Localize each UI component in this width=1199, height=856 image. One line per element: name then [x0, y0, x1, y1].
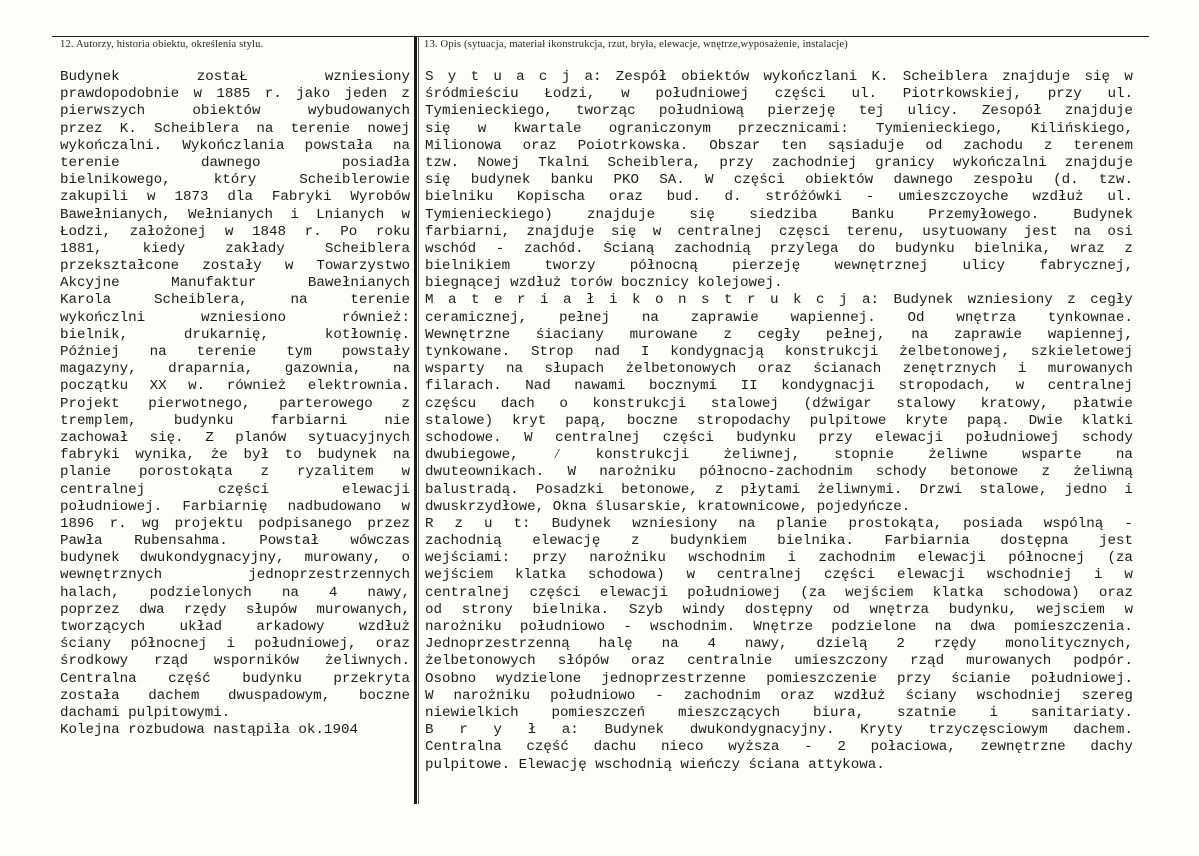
description-text-line: dwuskrzydłowe, Okna ślusarskie, kratownicowe, pojedyńcze. — [425, 498, 911, 515]
description-text-line: schodowe. W centralnej części budynku przy elewacji południowej schody — [425, 429, 1133, 446]
description-text-line: pulpitowe. Elewację wschodnią wieńczy ściana attykowa. — [425, 756, 885, 773]
history-text-line: Budynek zostaŁ wzniesiony — [60, 69, 410, 85]
history-text-line: budynek dwukondygnacyjny, murowany, o — [60, 550, 410, 567]
history-text-line: wykończlni wzniesiono również: — [60, 309, 410, 326]
history-text-line: południowej. Farbiarnię nadbudowano w — [60, 498, 410, 515]
description-text-line: wschód - zachód. Ścianą zachodnią przylega do budynku bielnika, wraz z — [425, 240, 1133, 257]
history-text-line: zakupili w 1873 dla Fabryki Wyrobów — [60, 189, 410, 206]
description-text-line: żelbetonowych słópów oraz centralnie umieszczony rząd murowanych podpór. — [425, 653, 1133, 670]
history-text-line: poprzez dwa rzędy słupów murowanych, — [60, 601, 410, 618]
history-text-line: terenie dawnego posiadła — [60, 154, 410, 171]
description-text-line: bielnikiem tworzy północną pierzeję wewnętrznej ulicy fabrycznej, — [425, 258, 1133, 275]
history-text-line: centralnej części elewacji — [60, 481, 410, 498]
description-text-line: ceramicznej, pełnej na zaprawie wapiennej. Od wnętrza tynkownae. — [425, 309, 1133, 326]
history-text-line: fabryki wynika, że był to budynek na — [60, 447, 410, 464]
history-column — [60, 69, 410, 739]
description-text-line: wejściami: przy narożniku wschodnim i zachodnim elewacji północnej (za — [425, 550, 1133, 567]
history-text-line: Łodzi, założonej w 1848 r. Po roku — [60, 223, 410, 240]
description-text-line: częścu dach o konstrukcji stalowej (dźwigar stalowy kratowy, płatwie — [425, 395, 1133, 412]
description-text-line: Tymienieckiego) znajduje się siedziba Banku Przemyłowego. Budynek — [425, 206, 1133, 223]
history-text-line: planie porostokąta z ryzalitem w — [60, 464, 410, 481]
description-text-line: S y t u a c j a: Zespół obiektów wykończlani K. Scheiblera znajduje się w — [425, 69, 1133, 85]
description-text-line: wsparty na słupach żelbetonowych oraz ścianach zenętrznych i murowanych — [425, 361, 1133, 378]
top-rule — [52, 36, 1149, 37]
history-text-line: Kolejna rozbudowa nastąpiła ok.1904 — [60, 722, 358, 739]
description-text-line: śródmieściu Łodzi, w południowej części ul. Piotrkowskiej, przy ul. — [425, 86, 1133, 103]
description-text-line: R z u t: Budynek wzniesiony na planie prostokąta, posiada wspólną - — [425, 515, 1133, 532]
history-text-line: magazyny, draparnia, gazownia, na — [60, 361, 410, 378]
history-text-line: prawdopodobnie w 1885 r. jako jeden z — [60, 86, 410, 103]
description-text-line: Jednoprzestrzenną halę na 4 nawy, dzielą 2 rzędy monolitycznych, — [425, 636, 1133, 653]
history-text-line: tremplem, budynku farbiarni nie — [60, 412, 410, 429]
history-text-line: Projekt pierwotnego, parterowego z — [60, 395, 410, 412]
history-text-line: ściany północnej i południowej, oraz — [60, 636, 410, 653]
description-text-line: farbiarni, znajduje się w centralnej częsci terenu, usytuowany jest na osi — [425, 223, 1133, 240]
description-text-line: dwuteownikach. W narożniku północno-zachodnim schody betonowe z żeliwną — [425, 464, 1133, 481]
description-text-line: tynkowane. Strop nad I kondygnacją konstrukcji żelbetonowej, szkieletowej — [425, 344, 1133, 360]
history-text-line: bielnikowego, który Scheiblerowie — [60, 172, 410, 189]
description-text-line: balustradą. Posadzki betonowe, z płytami żeliwnymi. Drzwi stalowe, jedno i — [425, 481, 1133, 498]
history-text-line: środkowy rząd wsporników żeliwnych. — [60, 653, 410, 670]
history-text-line: przekształcone zostały w Towarzystwo — [60, 258, 410, 275]
history-text-line: pierwszych obiektów wybudowanych — [60, 103, 410, 120]
description-text-line: tzw. Nowej Tkalni Scheiblera, przy zachodniej granicy wykończalni znajduje — [425, 154, 1133, 171]
history-text-line: 1896 r. wg projektu podpisanego przez — [60, 515, 410, 532]
description-text-line: W narożniku południowo - zachodnim oraz wzdłuż ściany wschodniej szereg — [425, 687, 1133, 704]
history-text-line: dachami pulpitowymi. — [60, 704, 231, 721]
description-text-line: M a t e r i a ł i k o n s t r u k c j a: Budynek wzniesiony z cegły — [425, 292, 1133, 309]
history-text-line: Bawełnianych, Wełnianych i Lnianych w — [60, 206, 410, 223]
description-text-line: Osobno wydzielone jednoprzestrzenne pomieszczenie przy ścianie południowej. — [425, 670, 1133, 687]
history-text-line: Pawła Rubensahma. Powstał wówczas — [60, 533, 410, 550]
section-13-header: 13. Opis (sytuacja, materiał ikonstrukcja, rzut, bryła, elewacje, wnętrze,wyposażenie, instalacje) — [424, 39, 848, 50]
description-text-line: Tymienieckiego, tworząc południową pierzeję tej ulicy. Zesopół znajduje — [425, 103, 1133, 120]
column-divider — [414, 36, 417, 804]
description-text-line: narożniku południowo - wschodnim. Wnętrze podzielone na dwa pomieszczenia. — [425, 619, 1133, 635]
history-text-line: zachował się. Z planów sytuacyjnych — [60, 429, 410, 446]
history-text-line: bielnik, drukarnię, kotłownię. — [60, 326, 410, 343]
description-text-line: B r y ł a: Budynek dwukondygnacyjny. Kryty trzyczęsciowym dachem. — [425, 722, 1133, 739]
history-text-line: początku XX w. również elektrownia. — [60, 378, 410, 395]
history-text-line: Centralna część budynku przekryta — [60, 670, 410, 687]
history-text-line: halach, podzielonych na 4 nawy, — [60, 584, 410, 601]
history-text-line: przez K. Scheiblera na terenie nowej — [60, 120, 410, 137]
description-text-line: bielniku Kopischa oraz bud. d. stróżówki - umieszczoyche wzdłuż ul. — [425, 189, 1133, 206]
history-text-line: wewnętrznych jednoprzestrzennych — [60, 567, 410, 584]
history-text-line: została dachem dwuspadowym, boczne — [60, 687, 410, 704]
description-text-line: Centralna część dachu nieco wyższa - 2 połaciowa, zewnętrzne dachy — [425, 739, 1133, 756]
description-text-line: stalowe) kryt papą, boczne stropodachy pulpitowe kryte papą. Dwie klatki — [425, 412, 1133, 429]
column-divider-inner — [418, 36, 419, 804]
description-text-line: biegnącej wzdłuż torów bocznicy kolejowej. — [425, 275, 783, 292]
description-text-line: dwubiegowe, ⁄ konstrukcji żeliwnej, stopnie żeliwne wsparte na — [425, 447, 1133, 464]
history-text-line: Później na terenie tym powstały — [60, 344, 410, 360]
history-text-line: wykończalni. Wykończlania powstała na — [60, 137, 410, 154]
history-text-line: Akcyjne Manufaktur Bawełnianych — [60, 275, 410, 292]
description-text-line: się w kwartale ograniczonym przecznicami: Tymienieckiego, Kilińskiego, — [425, 120, 1133, 137]
description-text-line: się budynek banku PKO SA. W części obiektów dawnego zespołu (d. tzw. — [425, 172, 1133, 189]
description-text-line: centralnej części elewacji południowej (za wejściem klatka schodowa) oraz — [425, 584, 1133, 601]
description-text-line: od strony bielnika. Szyb windy dostępny od wnętrza budynku, wejsciem w — [425, 601, 1133, 618]
description-text-line: wejściem klatka schodowa) w centralnej części elewacji wschodniej i w — [425, 567, 1133, 584]
description-text-line: Wewnętrzne śiaciany murowane z cegły pełnej, na zaprawie wapiennej, — [425, 326, 1133, 343]
section-12-header: 12. Autorzy, historia obiektu, określenia stylu. — [60, 39, 264, 50]
history-text-line: tworzących układ arkadowy wzdłuż — [60, 619, 410, 635]
description-text-line: filarach. Nad nawami bocznymi II kondygnacji stropodach, w centralnej — [425, 378, 1133, 395]
history-text-line: Karola Scheiblera, na terenie — [60, 292, 410, 309]
description-column — [425, 69, 1133, 774]
description-text-line: niewielkich pomieszczeń mieszczących biura, szatnie i sanitariaty. — [425, 704, 1133, 721]
description-text-line: zachodnią elewację z budynkiem bielnika. Farbiarnia dostępna jest — [425, 533, 1133, 550]
description-text-line: Milionowa oraz Poiotrkowska. Obszar ten sąsiaduje od zachodu z terenem — [425, 137, 1133, 154]
history-text-line: 1881, kiedy zakłady Scheiblera — [60, 240, 410, 257]
